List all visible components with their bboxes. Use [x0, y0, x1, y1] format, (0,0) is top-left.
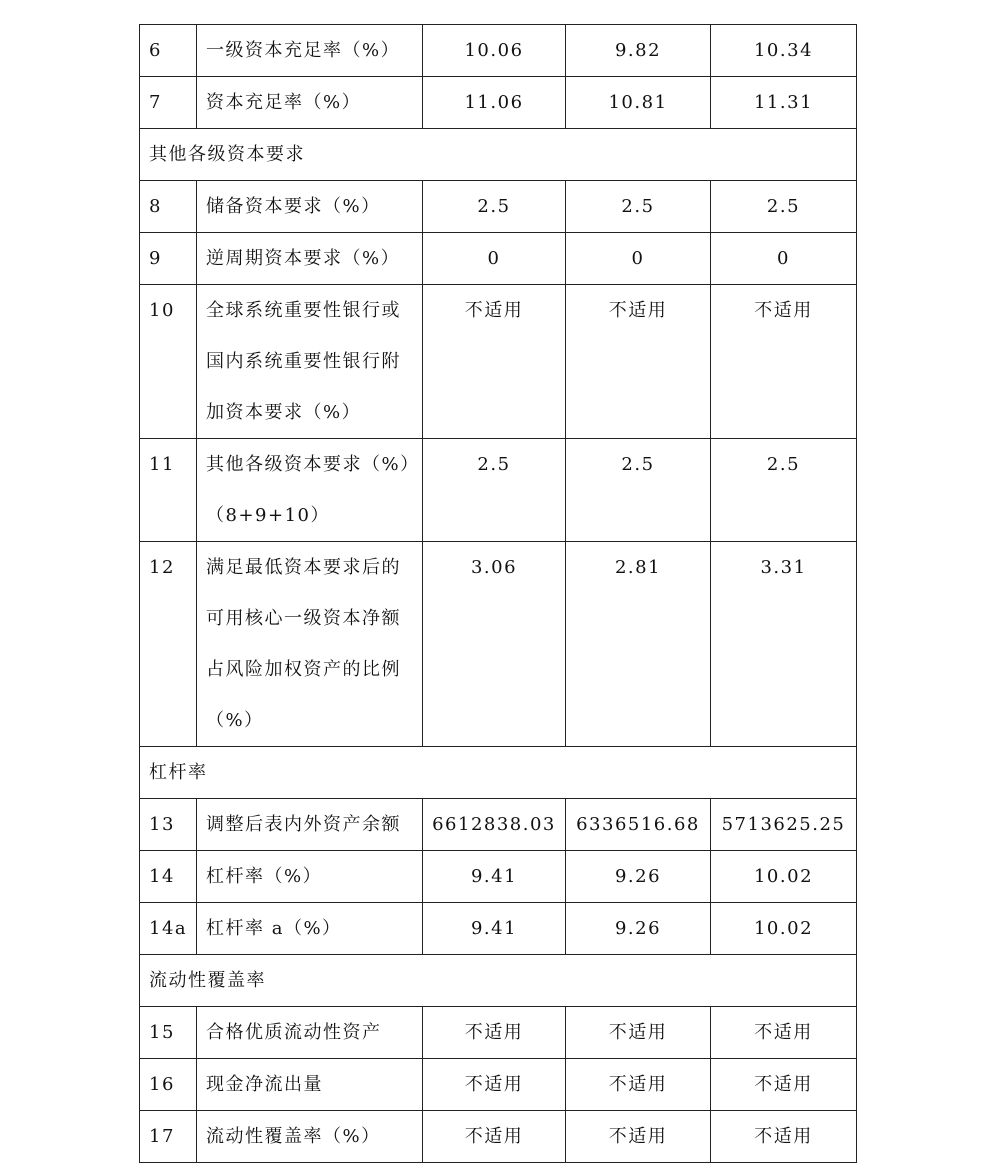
row-number: 17	[149, 1126, 175, 1147]
item-label-line: 可用核心一级资本净额	[206, 608, 401, 629]
value-text: 9.26	[614, 918, 662, 939]
value-cell	[711, 439, 857, 542]
value-cell	[566, 903, 711, 955]
item-label-line: 满足最低资本要求后的	[206, 557, 401, 578]
value-text: 不适用	[754, 1022, 813, 1043]
value-text: 不适用	[608, 300, 668, 321]
value-cell	[423, 799, 566, 851]
capital-adequacy-table	[139, 24, 857, 1163]
item-label-line: 调整后表内外资产余额	[206, 814, 401, 835]
value-cell	[423, 181, 566, 233]
value-cell	[423, 233, 566, 285]
value-cell	[711, 542, 857, 747]
value-text: 6336516.68	[576, 814, 700, 835]
row-number: 9	[149, 248, 162, 269]
item-cell	[197, 1059, 423, 1111]
value-text: 9.26	[614, 866, 662, 887]
table-row	[140, 851, 857, 903]
value-text: 6612838.03	[432, 814, 556, 835]
value-text: 不适用	[754, 1126, 813, 1147]
section-row	[140, 747, 857, 799]
row-number: 7	[149, 92, 162, 113]
value-cell	[423, 542, 566, 747]
value-text: 不适用	[464, 1022, 524, 1043]
row-number-cell	[140, 851, 197, 903]
row-number-cell	[140, 1059, 197, 1111]
value-cell	[711, 77, 857, 129]
item-label-line: 逆周期资本要求（%）	[206, 248, 401, 269]
value-cell	[711, 181, 857, 233]
row-number: 11	[149, 454, 175, 475]
item-label-line: 杠杆率 a（%）	[206, 918, 342, 939]
item-label-line: 流动性覆盖率（%）	[206, 1126, 381, 1147]
value-text: 11.06	[464, 92, 524, 113]
table-row	[140, 439, 857, 542]
value-cell	[423, 903, 566, 955]
value-text: 不适用	[464, 1126, 524, 1147]
value-text: 0	[777, 248, 790, 269]
value-cell	[566, 25, 711, 77]
value-text: 10.02	[753, 866, 814, 887]
value-cell	[711, 1007, 857, 1059]
item-label-line: 合格优质流动性资产	[206, 1022, 382, 1043]
value-text: 3.31	[760, 557, 807, 578]
value-cell	[711, 1111, 857, 1163]
row-number-cell	[140, 181, 197, 233]
row-number: 13	[149, 814, 175, 835]
section-row	[140, 129, 857, 181]
item-label-line: 国内系统重要性银行附	[206, 351, 401, 372]
row-number-cell	[140, 542, 197, 747]
row-number: 8	[149, 196, 162, 217]
row-number-cell	[140, 77, 197, 129]
value-cell	[566, 181, 711, 233]
row-number: 14	[149, 866, 175, 887]
section-label: 其他各级资本要求	[149, 144, 305, 165]
value-cell	[566, 233, 711, 285]
value-text: 0	[487, 248, 501, 269]
value-cell	[566, 1059, 711, 1111]
value-text: 3.06	[470, 557, 518, 578]
value-text: 5713625.25	[721, 814, 846, 835]
value-cell	[566, 439, 711, 542]
value-text: 2.5	[621, 454, 655, 475]
row-number-cell	[140, 1111, 197, 1163]
item-label-line: 现金净流出量	[206, 1074, 323, 1095]
value-cell	[566, 77, 711, 129]
item-label-line: 占风险加权资产的比例	[206, 659, 401, 680]
table-row	[140, 25, 857, 77]
table-row	[140, 542, 857, 747]
row-number-cell	[140, 799, 197, 851]
value-cell	[711, 233, 857, 285]
section-header	[140, 955, 857, 1007]
value-cell	[423, 439, 566, 542]
row-number-cell	[140, 439, 197, 542]
item-label-line: 杠杆率（%）	[206, 866, 323, 887]
item-cell	[197, 1111, 423, 1163]
section-label: 流动性覆盖率	[149, 970, 266, 991]
row-number: 14a	[149, 918, 188, 939]
item-label-line: 加资本要求（%）	[206, 402, 362, 423]
value-text: 10.02	[753, 918, 814, 939]
table-row	[140, 1059, 857, 1111]
row-number-cell	[140, 1007, 197, 1059]
item-cell	[197, 799, 423, 851]
value-cell	[566, 799, 711, 851]
value-text: 不适用	[608, 1022, 668, 1043]
row-number-cell	[140, 233, 197, 285]
item-cell	[197, 285, 423, 439]
value-cell	[711, 285, 857, 439]
value-cell	[566, 1007, 711, 1059]
table-row	[140, 77, 857, 129]
table-row	[140, 799, 857, 851]
row-number-cell	[140, 285, 197, 439]
section-row	[140, 955, 857, 1007]
table-row	[140, 285, 857, 439]
value-cell	[423, 1111, 566, 1163]
item-cell	[197, 25, 423, 77]
value-text: 10.06	[464, 40, 524, 61]
row-number: 10	[149, 300, 175, 321]
table-row	[140, 1111, 857, 1163]
value-cell	[423, 285, 566, 439]
section-header	[140, 129, 857, 181]
value-cell	[423, 851, 566, 903]
value-text: 不适用	[754, 300, 813, 321]
value-text: 2.5	[477, 454, 511, 475]
section-header	[140, 747, 857, 799]
value-text: 不适用	[464, 300, 524, 321]
value-cell	[711, 1059, 857, 1111]
table-row	[140, 233, 857, 285]
value-text: 2.5	[766, 196, 801, 217]
value-cell	[566, 851, 711, 903]
value-text: 不适用	[608, 1126, 668, 1147]
value-cell	[566, 542, 711, 747]
row-number: 15	[149, 1022, 175, 1043]
item-cell	[197, 903, 423, 955]
item-label-line: 其他各级资本要求（%）	[206, 454, 420, 475]
value-cell	[711, 903, 857, 955]
value-text: 10.34	[753, 40, 814, 61]
item-label-line: 一级资本充足率（%）	[206, 40, 401, 61]
value-text: 11.31	[753, 92, 814, 113]
table-body	[140, 25, 857, 1163]
table-row	[140, 903, 857, 955]
value-text: 2.5	[477, 196, 511, 217]
value-text: 2.5	[621, 196, 655, 217]
row-number-cell	[140, 25, 197, 77]
item-cell	[197, 77, 423, 129]
value-text: 2.81	[614, 557, 662, 578]
value-cell	[566, 285, 711, 439]
value-text: 不适用	[754, 1074, 813, 1095]
value-cell	[423, 1007, 566, 1059]
row-number: 6	[149, 40, 162, 61]
row-number: 16	[149, 1074, 175, 1095]
item-label-line: 资本充足率（%）	[206, 92, 362, 113]
table-row	[140, 1007, 857, 1059]
item-cell	[197, 181, 423, 233]
item-cell	[197, 233, 423, 285]
value-cell	[423, 77, 566, 129]
value-text: 0	[631, 248, 645, 269]
value-text: 9.82	[614, 40, 662, 61]
value-text: 9.41	[470, 918, 518, 939]
value-cell	[711, 851, 857, 903]
value-text: 不适用	[464, 1074, 524, 1095]
item-cell	[197, 851, 423, 903]
value-text: 2.5	[766, 454, 801, 475]
item-label-line: （8+9+10）	[206, 505, 330, 526]
item-cell	[197, 439, 423, 542]
row-number-cell	[140, 903, 197, 955]
item-label-line: 储备资本要求（%）	[206, 196, 381, 217]
item-label-line: （%）	[206, 710, 264, 731]
table-row	[140, 181, 857, 233]
value-text: 不适用	[608, 1074, 668, 1095]
value-cell	[423, 25, 566, 77]
value-text: 10.81	[608, 92, 668, 113]
row-number: 12	[149, 557, 175, 578]
value-text: 9.41	[470, 866, 518, 887]
value-cell	[423, 1059, 566, 1111]
value-cell	[566, 1111, 711, 1163]
item-label-line: 全球系统重要性银行或	[206, 300, 401, 321]
item-cell	[197, 542, 423, 747]
value-cell	[711, 25, 857, 77]
section-label: 杠杆率	[149, 762, 208, 783]
item-cell	[197, 1007, 423, 1059]
value-cell	[711, 799, 857, 851]
